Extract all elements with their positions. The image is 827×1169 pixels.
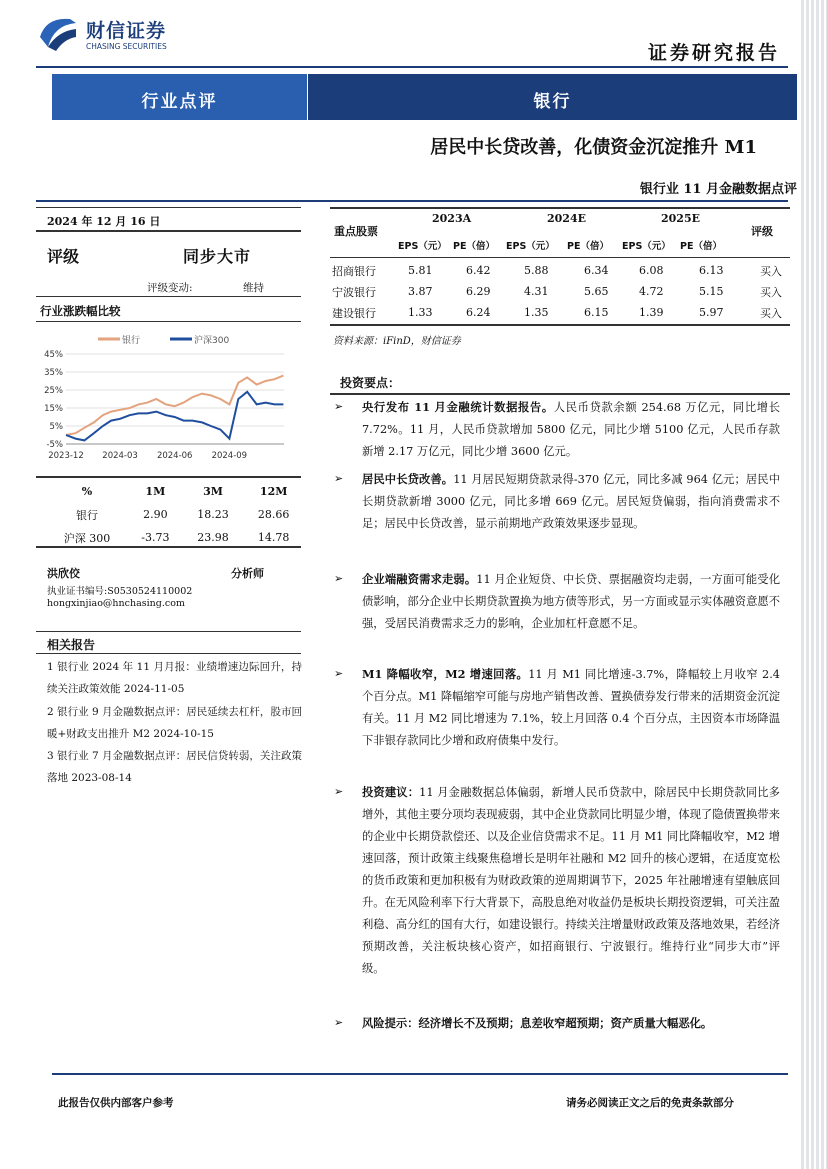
rating-value: 同步大市 <box>183 247 252 266</box>
sub-header: EPS（元） <box>398 241 447 252</box>
related-report-item[interactable]: 3 银行业 7 月金融数据点评：居民信贷转弱，关注政策落地 2023-08-14 <box>47 750 302 784</box>
perf-header: 1M <box>145 485 166 498</box>
table-row <box>332 281 790 302</box>
stock-table <box>332 260 790 323</box>
perf-cell: 14.78 <box>257 531 290 544</box>
perf-header: % <box>81 485 93 498</box>
perf-cell: 28.66 <box>257 508 290 521</box>
perf-bottom-rule <box>36 546 301 548</box>
report-date: 2024 年 12 月 16 日 <box>47 215 161 228</box>
performance-table <box>46 480 304 549</box>
related-top-rule <box>36 631 301 632</box>
stock-header-rule <box>330 257 790 258</box>
report-subtitle: 银行业 11 月金融数据点评 <box>639 182 797 197</box>
date-rule <box>36 230 301 232</box>
related-rule <box>36 653 301 654</box>
rating-label: 评级 <box>47 247 80 266</box>
stock-cell: 5.88 <box>524 264 549 277</box>
stock-cell: 6.08 <box>639 264 664 277</box>
arrow-bullet-icon: ➢ <box>334 667 344 680</box>
point-text: 11 月居民短期贷款录得-370 亿元，同比多减 964 亿元；居民中长期贷款新增 3000 亿元，同比多增 669 亿元。居民短贷偏弱，指向消费需求不足；居民中长贷改善，显示前期地产政策效果逐步显现。 <box>362 473 780 530</box>
performance-line-chart <box>36 326 301 466</box>
point-lead: 企业端融资需求走弱。 <box>362 572 477 586</box>
stock-cell: 6.29 <box>466 285 491 298</box>
y-tick-label: -5% <box>46 440 63 450</box>
year-header: 2024E <box>547 212 586 225</box>
arrow-bullet-icon: ➢ <box>334 472 344 485</box>
subtitle-rule <box>36 200 788 202</box>
stock-name: 建设银行 <box>332 306 376 320</box>
table-row <box>332 302 790 323</box>
stock-name: 招商银行 <box>332 264 376 278</box>
point-lead: 居民中长贷改善。 <box>362 472 454 486</box>
points-title: 投资要点： <box>340 376 401 390</box>
stock-cell: 1.35 <box>524 306 549 319</box>
y-tick-label: 5% <box>49 422 63 432</box>
stock-cell: 5.97 <box>699 306 724 319</box>
stock-cell: 1.39 <box>639 306 664 319</box>
perf-cell: 沪深 300 <box>63 531 111 545</box>
legend-label: 银行 <box>122 336 141 346</box>
report-title: 居民中长贷改善，化债资金沉淀推升 M1 <box>430 137 757 158</box>
analyst-title: 分析师 <box>231 567 264 580</box>
year-header: 2025E <box>661 212 700 225</box>
logo-en-text: CHASING SECURITIES <box>86 42 167 51</box>
point-lead: 央行发布 11 月金融统计数据报告。 <box>362 400 554 414</box>
stock-cell: 6.13 <box>699 264 724 277</box>
perf-cell: 18.23 <box>197 508 229 521</box>
perf-header: 12M <box>259 485 288 498</box>
stock-table-source: 资料来源：iFinD，财信证券 <box>333 336 461 347</box>
footer-left: 此报告仅供内部客户参考 <box>58 1097 174 1109</box>
related-report-item[interactable]: 1 银行业 2024 年 11 月月报：业绩增速边际回升，持续关注政策效能 2024-11-05 <box>47 661 302 695</box>
header-rule <box>36 66 788 68</box>
y-tick-label: 45% <box>44 350 63 360</box>
sub-header: EPS（元） <box>622 241 671 252</box>
rating-header: 评级 <box>751 225 773 238</box>
rating-rule <box>36 296 301 297</box>
sub-header: PE（倍） <box>453 241 495 252</box>
rating-change-value: 维持 <box>243 282 264 294</box>
point-lead: 风险提示： <box>362 1016 419 1030</box>
perf-cell: -3.73 <box>141 531 170 544</box>
related-report-item[interactable]: 2 银行业 9 月金融数据点评：居民延续去杠杆，股市回暖+财政支出推升 M2 2024-10-15 <box>47 706 302 740</box>
perf-header: 3M <box>203 485 223 498</box>
footer-right: 请务必阅读正文之后的免责条款部分 <box>566 1097 734 1109</box>
analyst-name: 洪欣佼 <box>47 567 80 580</box>
points-rule <box>330 393 790 395</box>
year-header: 2023A <box>432 212 472 225</box>
point-lead: M1 降幅收窄，M2 增速回落。 <box>362 667 529 681</box>
stock-name: 宁波银行 <box>332 285 376 299</box>
analyst-email: hongxinjiao@hnchasing.com <box>47 598 185 609</box>
point-text: 11 月 M1 同比增速-3.7%，降幅较上月收窄 2.4 个百分点。M1 降幅缩窄可能与房地产销售改善、置换债券发行带来的活期资金沉淀有关。11 月 M2 同比增速为 7.1%，较上月回落 0.4 个百分点，主因资本市场降温下非银存款同比少增和政府债集中发行。 <box>362 668 780 747</box>
stock-cell: 6.34 <box>584 264 609 277</box>
logo <box>36 13 186 55</box>
point-text: 11 月企业短贷、中长贷、票据融资均走弱，一方面可能受化债影响，部分企业中长期贷款置换为地方债等形式，另一方面或显示实体融资意愿不强，受居民消费需求乏力的影响，企业加杠杆意愿不足。 <box>362 573 780 630</box>
point-item <box>335 781 780 980</box>
stock-table-top-rule <box>330 207 790 209</box>
stock-cell: 6.42 <box>466 264 491 277</box>
table-row <box>332 260 790 281</box>
stock-cell: 5.65 <box>584 285 609 298</box>
perf-cell: 23.98 <box>197 531 229 544</box>
arrow-bullet-icon: ➢ <box>334 785 344 798</box>
perf-top-rule <box>36 476 301 478</box>
related-title: 相关报告 <box>47 638 96 652</box>
perf-cell: 银行 <box>76 508 98 522</box>
stock-table-bottom-rule <box>330 324 790 326</box>
side-stripe <box>799 0 827 1169</box>
left-top-rule <box>36 207 301 208</box>
y-tick-label: 25% <box>44 386 63 396</box>
stock-cell: 5.15 <box>699 285 724 298</box>
point-text: 人民币贷款余额 254.68 万亿元，同比增长 7.72%。11 月，人民币贷款增加 5800 亿元，同比少增 5100 亿元，人民币存款新增 2.17 万亿元，同比少增 3600 亿元。 <box>362 401 781 458</box>
stock-cell: 6.24 <box>466 306 491 319</box>
sub-header: PE（倍） <box>680 241 722 252</box>
stock-cell: 1.33 <box>408 306 433 319</box>
rating-change-label: 评级变动: <box>147 282 193 294</box>
point-lead: 投资建议： <box>362 785 420 799</box>
x-tick-label: 2024-09 <box>211 451 248 461</box>
x-tick-label: 2024-06 <box>156 451 193 461</box>
stock-cell: 4.72 <box>639 285 664 298</box>
analyst-cert: 执业证书编号:S0530524110002 <box>47 586 193 597</box>
point-item <box>335 468 780 535</box>
legend-label: 沪深300 <box>194 336 230 346</box>
stock-cell: 3.87 <box>408 285 433 298</box>
y-tick-label: 35% <box>44 368 63 378</box>
banner-right-label: 银行 <box>533 92 572 112</box>
stock-cell: 6.15 <box>584 306 609 319</box>
stock-rating: 买入 <box>760 285 782 299</box>
banner-left-label: 行业点评 <box>141 92 218 112</box>
point-item <box>335 568 780 635</box>
stock-cell: 4.31 <box>524 285 549 298</box>
footer-rule <box>52 1073 788 1075</box>
point-item <box>335 396 780 463</box>
stock-cell: 5.81 <box>408 264 433 277</box>
point-text: 11 月金融数据总体偏弱，新增人民币贷款中，除居民中长期贷款同比多增外，其他主要分项均表现疲弱，其中企业贷款同比明显少增，体现了隐债置换带来的企业中长期贷款偿还、以及企业信贷需求不足。11 月 M1 同比降幅收窄，M2 增速回落，预计政策主线聚焦稳增长是明年社融和 M2 回升的核心逻辑，在适度宽松的货币政策和更加积极有为财政政策的逆周期调节下，2025 年社融增速有望触底回升。在无风险利率下行大背景下，高股息绝对收益仍是板块长期投资逻辑，可关注盈利稳、高分红的国有大行，如建设银行。持续关注增量财政政策及落地效果，若经济预期改善，关注板块核心资产，如招商银行、宁波银行。维持行业“同步大市”评级。 <box>362 786 780 975</box>
arrow-bullet-icon: ➢ <box>334 400 344 413</box>
arrow-bullet-icon: ➢ <box>334 572 344 585</box>
logo-cn-text: 财信证券 <box>86 20 167 42</box>
x-tick-label: 2023-12 <box>48 451 84 461</box>
stock-rating: 买入 <box>760 264 782 278</box>
report-type: 证券研究报告 <box>648 42 781 64</box>
logo-mark-icon <box>36 13 80 55</box>
point-item <box>335 1012 780 1035</box>
point-text: 经济增长不及预期；息差收窄超预期；资产质量大幅恶化。 <box>418 1016 713 1030</box>
point-item <box>335 663 780 752</box>
arrow-bullet-icon: ➢ <box>334 1016 344 1029</box>
sub-header: EPS（元） <box>506 241 555 252</box>
sub-header: PE（倍） <box>567 241 609 252</box>
x-tick-label: 2024-03 <box>102 451 138 461</box>
stock-col-label: 重点股票 <box>334 225 378 238</box>
y-tick-label: 15% <box>44 404 63 414</box>
series-line <box>66 392 283 441</box>
perf-cell: 2.90 <box>143 508 168 521</box>
chart-section-title: 行业涨跌幅比较 <box>40 304 121 318</box>
chart-section-rule <box>36 321 301 322</box>
stock-rating: 买入 <box>760 306 782 320</box>
